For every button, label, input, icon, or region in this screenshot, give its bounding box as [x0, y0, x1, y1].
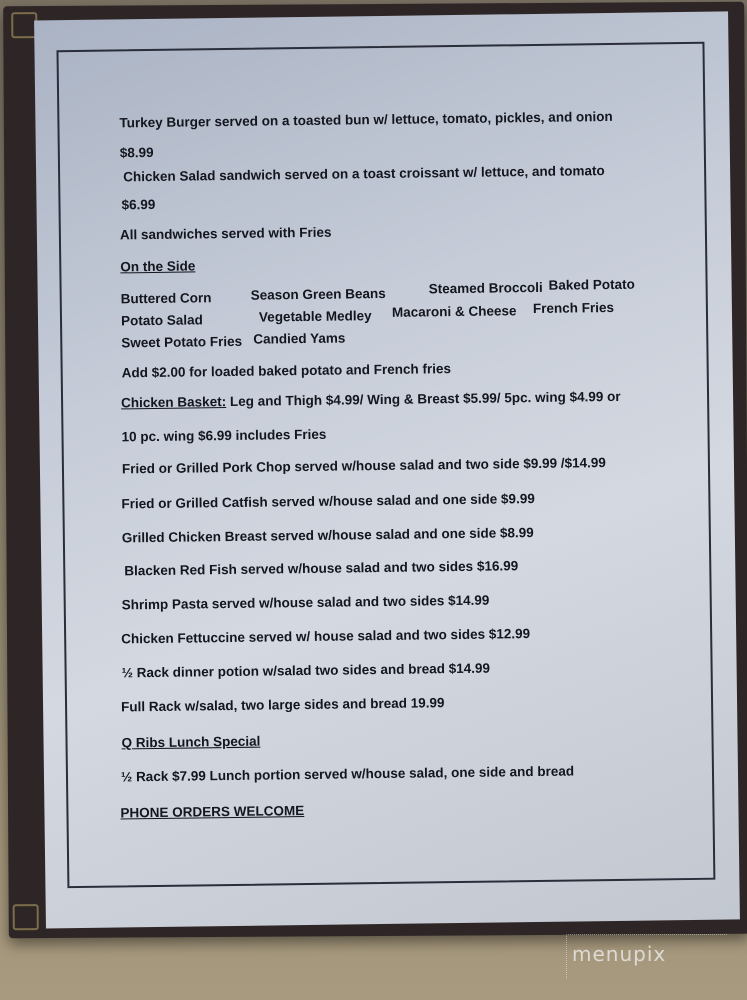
entree-item: Fried or Grilled Catfish served w/house salad and one side $9.99	[121, 491, 535, 512]
folder-corner	[13, 904, 39, 930]
chicken-basket-line	[121, 389, 621, 411]
loaded-note: Add $2.00 for loaded baked potato and French fries	[121, 361, 452, 381]
entree-item: Grilled Chicken Breast served w/house salad and one side $8.99	[121, 525, 534, 546]
menu-border	[56, 42, 715, 888]
menu-page	[34, 11, 740, 928]
entree-item: Blacken Red Fish served w/house salad and two sides $16.99	[124, 558, 519, 579]
chicken-salad-price: $6.99	[121, 196, 156, 213]
entree-item: Shrimp Pasta served w/house salad and two sides $14.99	[121, 592, 490, 613]
side-item: Sweet Potato Fries	[121, 333, 243, 351]
chicken-basket-prices: Leg and Thigh $4.99/ Wing & Breast $5.99/ 5pc. wing $4.99 or	[226, 388, 621, 410]
side-item: Candied Yams	[253, 330, 346, 347]
entree-item: Chicken Fettuccine served w/ house salad and two sides $12.99	[121, 626, 531, 647]
turkey-burger-description: Turkey Burger served on a toasted bun w/ lettuce, tomato, pickles, and onion	[119, 108, 613, 131]
sides-heading: On the Side	[120, 258, 196, 275]
side-item: Vegetable Medley	[258, 308, 372, 325]
sandwich-note: All sandwiches served with Fries	[119, 224, 332, 243]
entree-item: ½ Rack dinner potion w/salad two sides and bread $14.99	[121, 660, 491, 681]
side-item: French Fries	[532, 299, 615, 317]
menu-content	[59, 44, 714, 886]
side-item: Steamed Broccoli	[428, 279, 543, 297]
side-item: Buttered Corn	[120, 290, 212, 307]
ribs-heading: Q Ribs Lunch Special	[121, 733, 261, 751]
chicken-basket-heading: Chicken Basket:	[121, 394, 227, 411]
phone-orders-note: PHONE ORDERS WELCOME	[120, 803, 305, 821]
entree-item: Fried or Grilled Pork Chop served w/house salad and two side $9.99 /$14.99	[121, 455, 606, 477]
side-item: Potato Salad	[120, 312, 203, 329]
menu-folder	[3, 2, 747, 939]
watermark: menupix	[572, 942, 667, 966]
side-item: Macaroni & Cheese	[391, 303, 517, 320]
side-item: Season Green Beans	[250, 285, 386, 303]
entree-item: Full Rack w/salad, two large sides and bread 19.99	[120, 695, 445, 715]
chicken-salad-description: Chicken Salad sandwich served on a toast croissant w/ lettuce, and tomato	[123, 163, 605, 185]
chicken-basket-line-2: 10 pc. wing $6.99 includes Fries	[121, 426, 327, 445]
side-item: Baked Potato	[548, 276, 635, 293]
ribs-special: ½ Rack $7.99 Lunch portion served w/house salad, one side and bread	[120, 763, 575, 785]
turkey-burger-price: $8.99	[119, 144, 154, 161]
